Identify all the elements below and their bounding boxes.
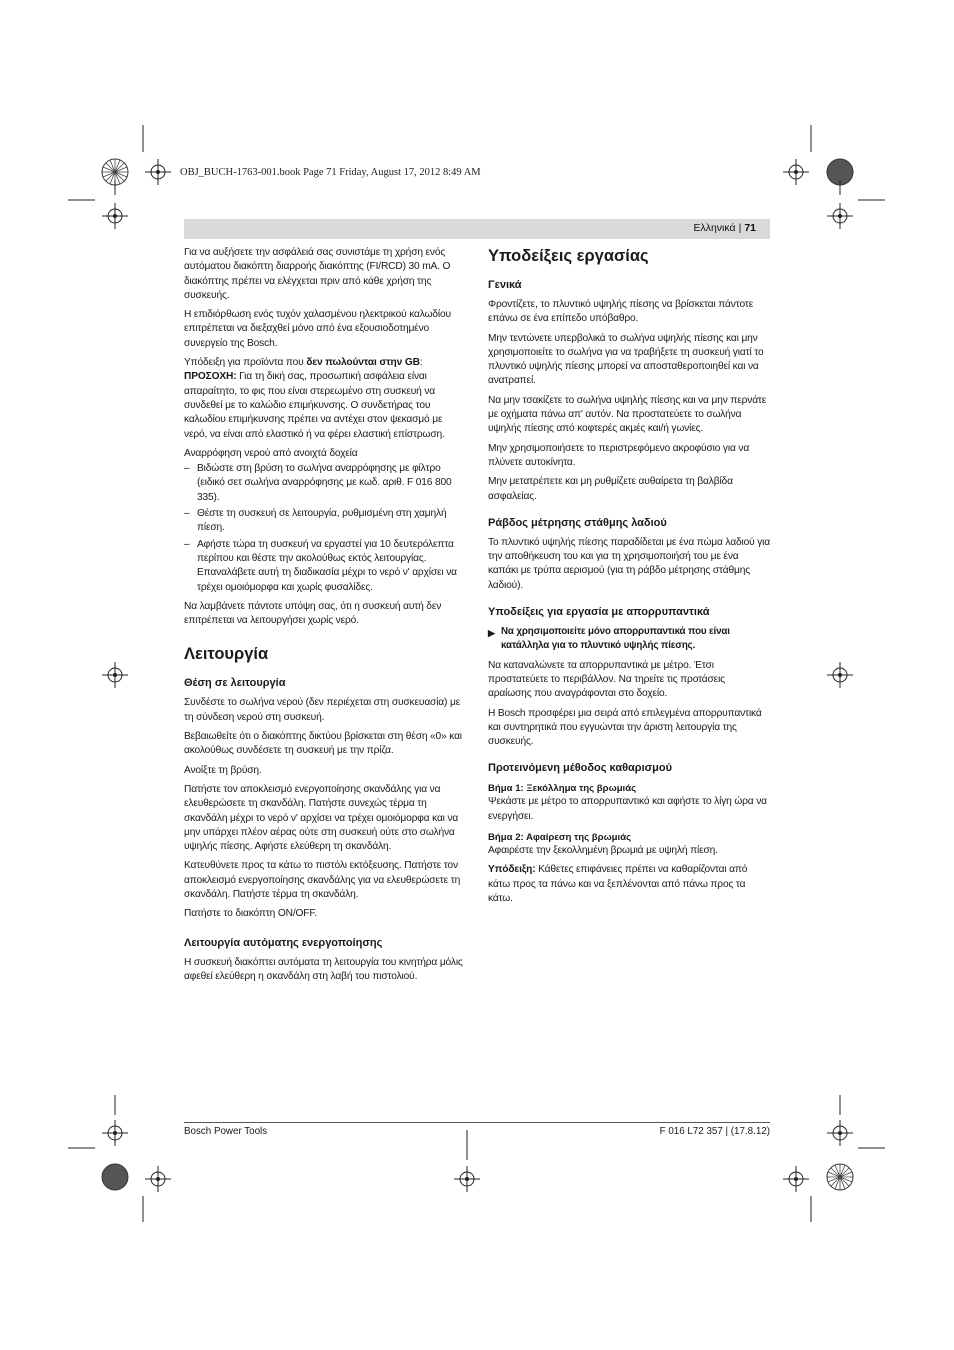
subsection-heading: Θέση σε λειτουργία [184,677,286,690]
footer-rule [184,1122,770,1123]
subsection-heading: Υποδείξεις για εργασία με απορρυπαντικά [488,606,710,619]
warning-note: ▶ Να χρησιμοποιείτε μόνο απορρυπαντικά που είναι κατάλληλα για το πλυντικό υψηλής πίεσης. [488,626,730,652]
list-item: – Βιδώστε στη βρύση το σωλήνα αναρρόφησης με φίλτρο (ειδικό σετ σωλήνα αναρρόφησης με κωδ. αριθ. F 016 800 335). [184,462,466,505]
triangle-bullet-icon: ▶ [488,628,495,639]
print-slug: OBJ_BUCH-1763-001.book Page 71 Friday, August 17, 2012 8:49 AM [180,167,481,178]
paragraph: Η επιδιόρθωση ενός τυχόν χαλασμένου ηλεκτρικού καλωδίου επιτρέπεται να διεξαχθεί μόνο από ένα εξουσιοδοτημένο συνεργείο της Bosch. [184,309,451,349]
paragraph: Βεβαιωθείτε ότι ο διακόπτης δικτύου βρίσκεται στη θέση «0» και ακολούθως συνδέσετε τη συσκευή με την πρίζα. [184,731,462,757]
caution-label: ΠΡΟΣΟΧΗ: [184,371,237,383]
step-heading: Βήμα 1: Ξεκόλλημα της βρωμιάς [488,783,637,795]
paragraph: Αναρρόφηση νερού από ανοιχτά δοχεία [184,447,358,459]
list-item: – Αφήστε τώρα τη συσκευή να εργαστεί για 10 δευτερόλεπτα περίπου και θέστε την ακολούθως εκτός λειτουργίας. Επαναλάβετε αυτή τη διαδικασία μέχρι το νερό ν' αρχίσει να τρέχει ομοιόμορφα και χωρίς φυσαλίδες. [184,538,466,595]
header-language: Ελληνικά [693,222,736,234]
paragraph: Κατευθύνετε προς τα κάτω το πιστόλι εκτόξευσης. Πατήστε τον αποκλεισμό ενεργοποίησης σκανδάλης για να ελευθερώσετε τη σκανδάλη. Πατήστε τέρμα τη σκανδάλη. [184,860,461,900]
note-label: Υπόδειξη: [488,864,536,876]
paragraph: Να καταναλώνετε τα απορρυπαντικά με μέτρο. Έτσι προστατεύετε το περιβάλλον. Να τηρείτε τις προτάσεις αραίωσης που αναγράφονται στο δοχείο. [488,659,725,700]
paragraph: Φροντίζετε, το πλυντικό υψηλής πίεσης να βρίσκεται πάντοτε επάνω σε ένα επίπεδο υπόβαθρο. [488,299,754,325]
paragraph: Συνδέστε το σωλήνα νερού (δεν περιέχεται στη συσκευασία) με τη σύνδεση νερού στη συσκευή. [184,697,461,723]
paragraph: Η συσκευή διακόπτει αυτόματα τη λειτουργία του κινητήρα μόλις αφεθεί ελεύθερη η σκανδάλη στη λαβή του πιστολιού. [184,956,463,982]
paragraph: Ψεκάστε με μέτρο το απορρυπαντικό και αφήστε το λίγη ώρα να ενεργήσει. [488,796,767,822]
page-header [693,222,756,234]
paragraph: Να μην τσακίζετε το σωλήνα υψηλής πίεσης και να μην περνάτε με οχήματα πάνω απ' αυτόν. Να προστατεύετε το σωλήνα υψηλής πίεσης από κοφτερές ακμές και/ή γωνίες. [488,394,767,435]
paragraph: Για να αυξήσετε την ασφάλειά σας συνιστάμε τη χρήση ενός αυτόματου διακόπτη διαρροής διακόπτης (FI/RCD) 30 mA. Ο διακόπτης πρέπει να ελέγχεται πριν από κάθε χρήση της συσκευής. [184,247,451,301]
paragraph: Το πλυντικό υψηλής πίεσης παραδίδεται με ένα πώμα λαδιού για την αποθήκευση του και για τη χρησιμοποιήσή του με ένα καπάκι με τρύπα αερισμού (για τη ράβδο μέτρησης στάθμης λαδιού). [488,536,770,591]
paragraph: Η Bosch προσφέρει μια σειρά από επιλεγμένα απορρυπαντικά και συντηρητικά που εγγυώνται την άριστη λειτουργία της συσκευής. [488,707,762,748]
left-column [184,246,466,989]
step-heading: Βήμα 2: Αφαίρεση της βρωμιάς [488,832,632,844]
paragraph: Πατήστε το διακόπτη ON/OFF. [184,908,317,920]
paragraph: Μην μετατρέπετε και μη ρυθμίζετε αυθαίρετα τη βαλβίδα ασφαλείας. [488,476,733,502]
subsection-heading: Ράβδος μέτρησης στάθμης λαδιού [488,516,667,529]
paragraph: Αφαιρέστε την ξεκολλημένη βρωμιά με υψηλή πίεση. [488,845,718,857]
section-heading: Λειτουργία [184,645,269,664]
section-heading: Υποδείξεις εργασίας [488,247,649,265]
page-number: 71 [744,222,756,234]
footer-brand: Bosch Power Tools [184,1126,268,1137]
right-column [488,246,770,911]
footer-doc-number: F 016 L72 357 | (17.8.12) [659,1126,770,1137]
gb-note: Υπόδειξη για προϊόντα που δεν πωλούνται στην GB: [184,357,423,369]
paragraph: Ανοίξτε τη βρύση. [184,764,262,776]
note-paragraph: Υπόδειξη: Κάθετες επιφάνειες πρέπει να καθαρίζονται από κάτω προς τα πάνω και να ξεπλένονται από πάνω προς τα κάτω. [488,864,748,904]
paragraph: Μην χρησιμοποιήσετε το περιστρεφόμενο ακροφύσιο για να πλύνετε αυτοκίνητα. [488,442,750,468]
subsection-heading: Προτεινόμενη μέθοδος καθαρισμού [488,762,673,775]
caution-paragraph: ΠΡΟΣΟΧΗ: Για τη δική σας, προσωπική ασφάλεια είναι απαραίτητο, το φις που είναι στερεωμένο στη συσκευή να συνδεθεί με το καλώδιο επιμήκυνσης. Ο συνδετήρας του καλωδίου επιμήκυνσης πρέπει να αντέχει στον ψεκασμό με νερό, να είναι από ελαστικό ή να φέρει ελαστική επίστρωση. [184,371,445,440]
subsection-heading: Λειτουργία αυτόματης ενεργοποίησης [184,936,383,949]
paragraph: Να λαμβάνετε πάντοτε υπόψη σας, ότι η συσκευή αυτή δεν επιτρέπεται να λειτουργήσει χωρίς νερό. [184,600,442,627]
paragraph: Μην τεντώνετε υπερβολικά το σωλήνα υψηλής πίεσης και μην χρησιμοποιείτε το σωλήνα για να τραβήξετε τη συσκευή γιατί το πλυντικό υψηλής πίεσης μπορεί να αποσταθεροποιηθεί και να ανατραπεί. [488,332,764,387]
page-header-bar [184,219,770,239]
suction-steps-list [184,462,466,595]
list-item: – Θέστε τη συσκευή σε λειτουργία, ρυθμισμένη στη χαμηλή πίεση. [184,507,466,536]
subsection-heading: Γενικά [488,279,522,291]
header-separator: | [738,222,742,234]
paragraph: Πατήστε τον αποκλεισμό ενεργοποίησης σκανδάλης για να ελευθερώσετε τη σκανδάλη. Πατήστε συνεχώς τέρμα τη σκανδάλη μέχρι το νερό ν' αρχίσει να τρέχει ομοιόμορφα και να μην υπάρχει πλέον αέρας ούτε στη συσκευή ούτε στο σωλήνα υψηλής πίεσης. Αφήστε ελεύθερη τη σκανδάλη. [184,783,459,853]
